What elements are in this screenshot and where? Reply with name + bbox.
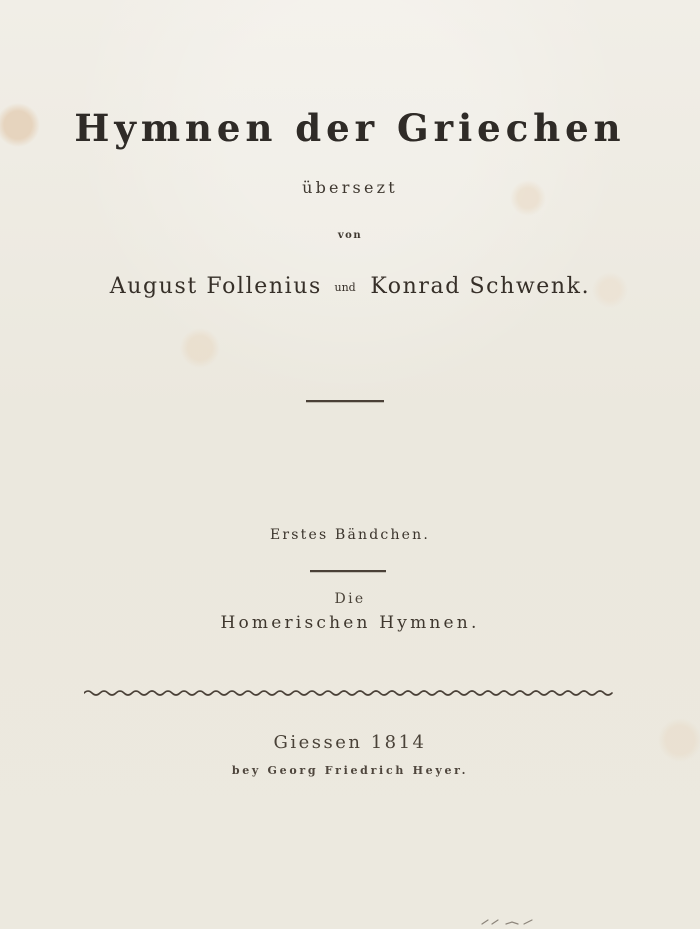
- middle-rule: [310, 570, 386, 572]
- corner-ink-mark: [480, 918, 536, 926]
- section-title: Homerischen Hymnen.: [220, 613, 480, 633]
- wavy-rule-icon: [84, 688, 614, 698]
- by-word: von: [337, 230, 363, 241]
- authors-line: [0, 276, 700, 298]
- section-prefix: Die: [334, 591, 366, 607]
- volume-label: Erstes Bändchen.: [269, 527, 431, 543]
- translation-note: übersezt: [302, 178, 398, 197]
- imprint-publisher: bey Georg Friedrich Heyer.: [231, 764, 469, 777]
- top-rule: [306, 400, 384, 402]
- author-second: Konrad Schwenk.: [370, 274, 591, 299]
- book-title: Hymnen der Griechen: [74, 106, 626, 150]
- author-first: August Follenius: [109, 274, 322, 299]
- imprint-place-year: Giessen 1814: [273, 732, 427, 753]
- authors-connector: und: [334, 281, 356, 294]
